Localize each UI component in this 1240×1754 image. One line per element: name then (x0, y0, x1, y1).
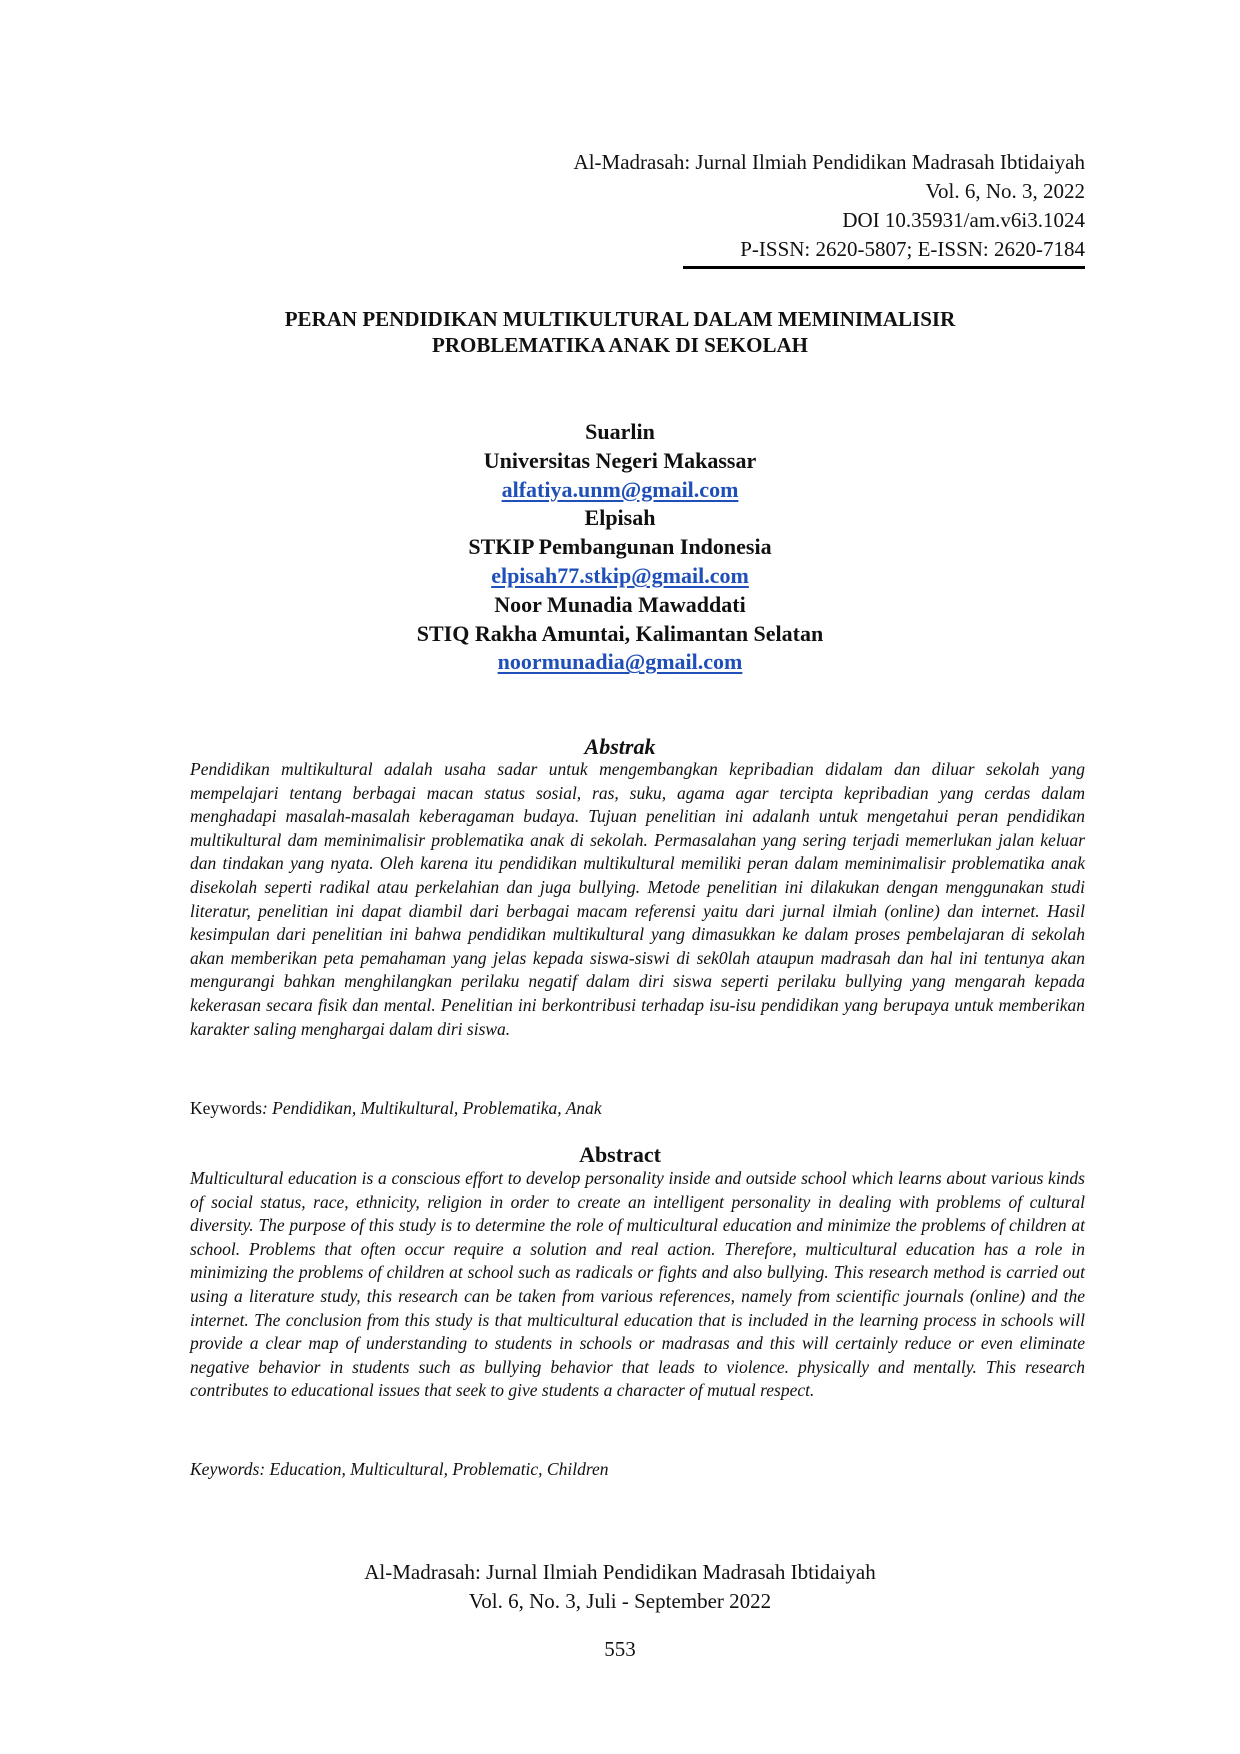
keywords-list: : Pendidikan, Multikultural, Problematika, Anak (261, 1098, 602, 1118)
page-number: 553 (604, 1637, 636, 1661)
journal-header (574, 148, 1085, 264)
author-block (155, 418, 1085, 677)
footer-issue: Vol. 6, No. 3, Juli - September 2022 (468, 1589, 772, 1613)
keywords-label: Keywords (190, 1098, 262, 1118)
author-affiliation: STKIP Pembangunan Indonesia (468, 534, 772, 560)
author-email-link[interactable]: noormunadia@gmail.com (497, 649, 743, 675)
abstrak-heading: Abstrak (584, 734, 656, 759)
paper-title (155, 306, 1085, 358)
author-email-link[interactable]: alfatiya.unm@gmail.com (501, 476, 739, 502)
abstrak-text: Pendidikan multikultural adalah usaha sadar untuk mengembangkan kepribadian didalam dan diluar sekolah yang mempelajari tentang berbagai macan status sosial, ras, suku, agama agar tercipta kepribadian yang cerdas dalam menghadapi masalah-masalah keberagaman budaya. Tujuan penelitian ini adalanh untuk mengetahui peran pendidikan multikultural dam meminimalisir problematika anak di sekolah. Permasalahan yang sering terjadi memerlukan jalan keluar dan tindakan yang nyata. Oleh karena itu pendidikan multikultural memiliki peran dalam meminimalisir problematika anak disekolah seperti radikal atau perkelahian dan juga bullying. Metode penelitian ini dilakukan dengan menggunakan studi literatur, penelitian ini dapat diambil dari berbagai macam referensi yaitu dari jurnal ilmiah (online) dan internet. Hasil kesimpulan dari penelitian ini bahwa pendidikan multikultural yang dimasukkan ke dalam proses pembelajaran di sekolah akan memberikan peta pemahaman yang jelas kepada siswa-siswi di sek0lah ataupun madrasah dan hal ini tentunya akan mengurangi bahkan menghilangkan perilaku negatif dalam diri siswa seperti perilaku bullying yang mengarah kepada kekerasan secara fisik dan mental. Penelitian ini berkontribusi terhadap isu-isu pendidikan yang berupaya untuk memberikan karakter saling menghargai dalam diri siswa. (190, 759, 1085, 1039)
keywords-list: : Education, Multicultural, Problematic, Children (259, 1459, 609, 1479)
header-issn: P-ISSN: 2620-5807; E-ISSN: 2620-7184 (740, 237, 1085, 261)
author-name: Noor Munadia Mawaddati (494, 591, 746, 617)
abstract-heading: Abstract (579, 1142, 661, 1167)
title-line-2: PROBLEMATIKA ANAK DI SEKOLAH (432, 333, 808, 357)
header-doi: DOI 10.35931/am.v6i3.1024 (842, 208, 1085, 232)
header-divider (683, 266, 1085, 269)
header-journal-name: Al-Madrasah: Jurnal Ilmiah Pendidikan Madrasah Ibtidaiyah (573, 150, 1085, 174)
keywords-label: Keywords (190, 1459, 260, 1479)
footer-journal-name: Al-Madrasah: Jurnal Ilmiah Pendidikan Madrasah Ibtidaiyah (364, 1560, 876, 1584)
abstract-text: Multicultural education is a conscious effort to develop personality inside and outside school which learns about various kinds of social status, race, ethnicity, religion in order to create an intelligent personality in dealing with problems of cultural diversity. The purpose of this study is to determine the role of multicultural education and minimize the problems of children at school. Problems that often occur require a solution and real action. Therefore, multicultural education has a role in minimizing the problems of children at school such as radicals or fights and also bullying. This research method is carried out using a literature study, this research can be taken from various references, namely from scientific journals (online) and the internet. The conclusion from this study is that multicultural education that is included in the learning process in schools will provide a clear map of understanding to students in schools or madrasas and this will certainly reduce or even eliminate negative behavior in students such as bullying behavior that leads to violence. physically and mentally. This research contributes to educational issues that seek to give students a character of mutual respect. (190, 1168, 1085, 1401)
author-email-link[interactable]: elpisah77.stkip@gmail.com (491, 562, 749, 588)
author-name: Suarlin (585, 419, 655, 444)
author-affiliation: Universitas Negeri Makassar (483, 447, 757, 473)
author-affiliation: STIQ Rakha Amuntai, Kalimantan Selatan (416, 620, 824, 646)
title-line-1: PERAN PENDIDIKAN MULTIKULTURAL DALAM MEMINIMALISIR (284, 307, 956, 331)
author-name: Elpisah (584, 505, 656, 531)
header-volume: Vol. 6, No. 3, 2022 (925, 179, 1085, 203)
abstrak-keywords (190, 1097, 1085, 1121)
journal-footer (155, 1558, 1085, 1616)
abstract-keywords (190, 1458, 1085, 1482)
